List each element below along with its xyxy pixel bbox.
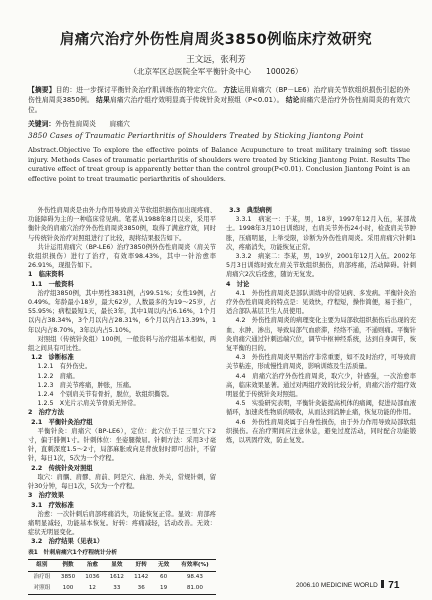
- section-heading: 3.1 疗效标准: [31, 501, 74, 509]
- table-header-cell: 治愈: [86, 561, 99, 568]
- english-title: 3850 Cases of Traumatic Periarthritis of Shoulders Treated by Sticking Jiantong Point: [28, 131, 364, 140]
- section-heading: 3.2 治疗结果（见表1）: [31, 538, 104, 546]
- table-header-cell: 组别: [36, 561, 48, 568]
- body-paragraph: 共计运用肩痛穴（BP-LE6）治疗3850例外伤性肩周炎（肩关节软组织损伤）进行了治疗，有效率98.43%，其中一针治愈率26.91%，现报告如下。: [28, 243, 216, 270]
- table-cell: 36: [137, 585, 145, 592]
- body-paragraph: 取穴：肩髃、肩髎、肩前、阿是穴、曲池、外关，常规针刺，留针30分钟，每日1次，5次为一个疗程。: [28, 473, 216, 491]
- table-row: [28, 571, 216, 583]
- body-paragraph: 1.2.5 X光片示肩关节骨质无异常。: [37, 400, 140, 408]
- left-column: [28, 206, 216, 599]
- abstract-english: Abstract.Objective To explore the effective points of Balance Acupuncture to treat military training soft tissue injury. Methods Cases of traumatic periarthritis of shoulders were treated by Sticking Jiantong Point. Results The curative effect of treat group is apparently better than the control group(P<0.01). Conclusion Jiantong Point is an effective point to treat traumatic periarthritis of shoulders.: [28, 146, 410, 183]
- body-paragraph: 平衡针灸：肩痛穴（BP-LE6），定位：此穴位于足三里穴下2寸，偏于腓侧1寸。针刺体位：坐姿腿微屈。针刺方法：采用3寸毫针，直刺深度1.5～2寸，局部麻胀或向足背放射时即可出针，不留针，每日1次，5次为一个疗程。: [28, 427, 216, 463]
- table-cell: 100: [62, 585, 74, 592]
- article-authors: 王文远，张利芳: [186, 55, 246, 65]
- table-cell: 1036: [85, 573, 100, 580]
- abstract-chinese: 【摘要】目的：进一步探讨平衡针灸治疗肌训练伤的特定穴位。 方法运用肩痛穴（BP－LE6）治疗肩关节软组织损伤引起的外伤性肩周炎3850例。 结果肩痛穴治疗组疗效明显高于传统针灸对照组（P<0.01）。 结论肩痛穴是治疗外伤性肩周炎的有效穴位。: [28, 86, 411, 114]
- footer-bar: [381, 580, 384, 588]
- body-paragraph: 对照组（传统针灸组）100例，一般资料与治疗组基本相似，两组之间具有可比性。: [28, 335, 216, 353]
- body-paragraph: 1.2.3 肩关节疼痛，肿胀，压痛。: [37, 381, 136, 389]
- table-header-cell: 无效: [158, 561, 170, 568]
- table-cell: 60: [160, 573, 168, 580]
- table-header-cell: 好转: [135, 561, 147, 568]
- body-paragraph: 4.4 肩痛穴治疗外伤性肩周炎，取穴少，针感强，一次治愈率高，临床效果显著。通过对两组疗效的比较分析，肩痛穴治疗组疗效明显优于传统针灸对照组。: [226, 372, 416, 399]
- section-heading: 1.2 诊断标准: [31, 354, 74, 362]
- table-cell: 33: [113, 585, 121, 592]
- table-cell: 1612: [109, 573, 124, 580]
- section-heading: 1.1 一般资料: [31, 280, 74, 288]
- section-heading: 3 治疗效果: [28, 492, 64, 500]
- table-cell: 19: [160, 585, 168, 592]
- keywords: 关键词：外伤性肩周炎 肩痛穴: [28, 120, 130, 128]
- table-caption: 表1 针刺肩痛穴1个疗程统计分析: [28, 549, 118, 556]
- body-paragraph: 4.5 实验研究表明，平衡针灸能提高机体的痛阈，促进局部血液循环，加速炎性物质的吸收，从而达到消肿止痛，恢复功能的作用。: [226, 400, 416, 417]
- issue-date: 2006.10: [296, 582, 320, 589]
- table-row: [28, 583, 216, 595]
- body-paragraph: 4.1 外伤性肩周炎是部队训练中的常见病、多发病。平衡针灸治疗外伤性肩周炎的特点是：见效快，疗程短，操作简便，易于推广，适合部队基层卫生人员使用。: [226, 289, 416, 316]
- body-paragraph: 治愈：一次针刺后肩部疼痛消失，功能恢复正常。显效：肩部疼痛明显减轻，功能基本恢复。好转：疼痛减轻，活动改善。无效：症状无明显变化。: [28, 510, 216, 537]
- table-header-cell: 有效率(%): [181, 561, 209, 568]
- section-heading: 2 治疗方法: [28, 409, 64, 417]
- section-heading: 4 讨论: [226, 280, 250, 288]
- table-header-cell: 例数: [62, 561, 74, 568]
- section-heading: 2.2 传统针灸对照组: [31, 464, 93, 472]
- journal-name: MEDICINE WORLD: [320, 582, 378, 589]
- table-cell: 3850: [60, 573, 76, 580]
- body-paragraph: 治疗组3850例，其中男性3831例，占99.51%；女性19例，占0.49%。年龄最小18岁，最大62岁，人数最多的为19～25岁，占55.95%；病程最短1天，最长3年，其中1周以内占6.16%，1个月以内占38.34%，3个月以内占28.31%，6个月以内占13.39%，1年以内占8.70%，3年以内占5.10%。: [28, 289, 216, 334]
- right-column: [226, 206, 416, 445]
- page-number: 71: [388, 580, 400, 591]
- results-table: [28, 549, 216, 596]
- table-cell: 对照组: [33, 585, 51, 592]
- body-paragraph: 1.2.4 个别肩关节有骨折，脱位，软组织撕裂。: [37, 391, 174, 399]
- table-header-cell: 显效: [111, 561, 123, 568]
- body-paragraph: 1.2.2 肩痛。: [37, 372, 79, 380]
- body-paragraph: 外伤性肩周炎是由外力作用导致肩关节软组织损伤而出现疼痛、功能障碍为主的一种临床常见病。笔者从1988年8月以来，采用平衡针灸的肩痛穴治疗外伤性肩周炎3850例，取得了满意疗效，同时与传统针灸治疗对照组进行了比较，现将结果报告如下。: [28, 207, 216, 242]
- body-paragraph: 1.2.1 有外伤史。: [37, 363, 92, 371]
- section-heading: 2.1 平衡针灸治疗组: [31, 418, 93, 426]
- body-paragraph: 4.6 外伤性肩周炎属于自身性损伤，由于外力作用导致局部软组织损伤。在治疗期间应注意休息，避免过度活动，同时配合功能锻炼，以巩固疗效，防止复发。: [226, 418, 416, 445]
- table-cell: 98.43: [186, 573, 203, 580]
- article-title: 肩痛穴治疗外伤性肩周炎3850例临床疗效研究: [59, 32, 373, 48]
- article-affiliation: （北京军区总医院全军平衡针灸中心 100026）: [129, 67, 303, 76]
- section-heading: 1 临床资料: [28, 271, 64, 279]
- section-heading: 3.3 典型病例: [229, 207, 272, 214]
- body-paragraph: 3.3.1 病案一：于某，男，18岁，1997年12月入伍，某部战士。1998年3月10日训练时，右肩关节外伤24小时，检查肩关节肿胀，压痛明显，上举受限，诊断为外伤性肩周炎。采用肩痛穴针刺1次，疼痛消失，功能恢复正常。: [226, 216, 416, 251]
- table-cell: 1142: [134, 573, 149, 580]
- table-cell: 12: [88, 585, 96, 592]
- table-cell: 治疗组: [33, 573, 51, 580]
- body-paragraph: 3.3.2 病案二：李某，男，19岁，2001年12月入伍。2002年5月3日训练时致左肩关节软组织损伤，肩部疼痛，活动障碍。针刺肩痛穴2次后痊愈，随访无复发。: [226, 253, 416, 279]
- page-footer: [296, 580, 399, 591]
- body-paragraph: 4.2 外伤性肩周炎的病理变化主要为局部软组织损伤后出现的充血、水肿、渗出，导致局部气血瘀滞，经络不通，不通则痛。平衡针灸肩痛穴通过针刺远端穴位，调节中枢神经系统，达到自身调节，恢复平衡的目的。: [226, 317, 416, 353]
- body-paragraph: 4.3 外伤性肩周炎早期治疗非常重要，如不及时治疗，可导致肩关节粘连，形成慢性肩周炎，影响训练及生活质量。: [226, 354, 416, 371]
- table-cell: 81.00: [186, 585, 203, 592]
